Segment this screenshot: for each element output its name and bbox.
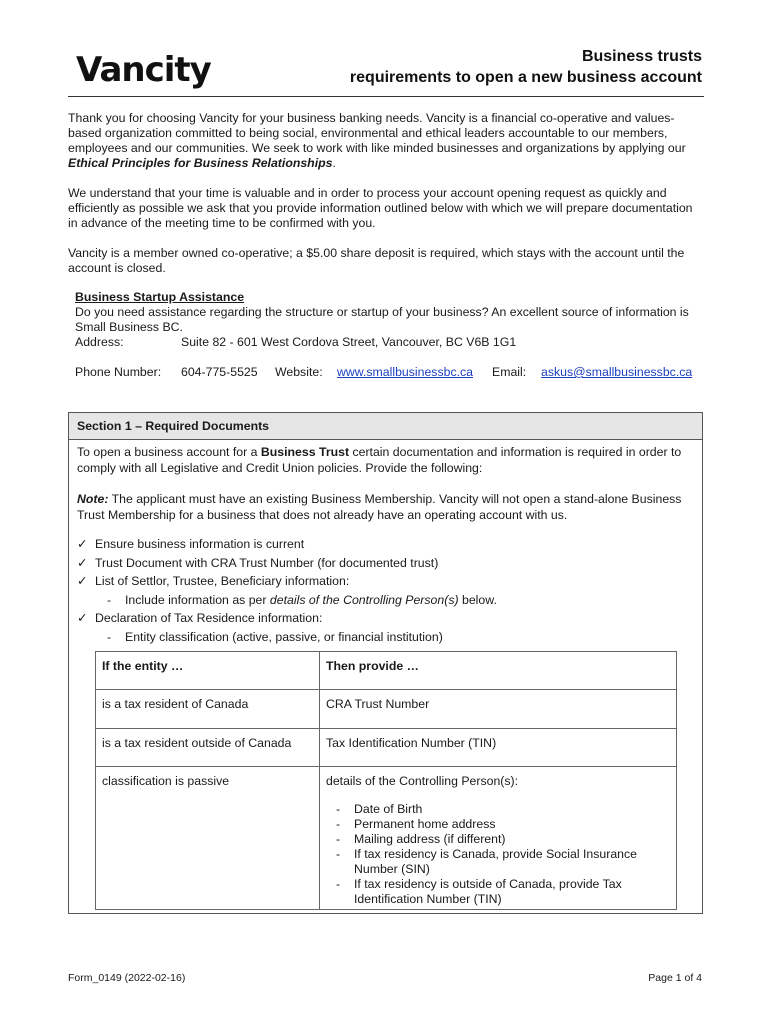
list-item: - Mailing address (if different) xyxy=(326,832,670,847)
table-row xyxy=(96,690,677,729)
website-label: Website: xyxy=(275,365,323,379)
dash-bullet: - xyxy=(107,592,112,607)
address-value: Suite 82 - 601 West Cordova Street, Vancouver, BC V6B 1G1 xyxy=(181,335,517,349)
item-label: Ensure business information is current xyxy=(95,537,305,551)
controlling-person-heading: details of the Controlling Person(s): xyxy=(326,774,519,788)
intro-p1-end: . xyxy=(332,156,336,170)
controlling-person-ref: details of the Controlling Person(s) xyxy=(269,592,459,607)
table-row xyxy=(96,729,677,767)
website-link[interactable]: www.smallbusinessbc.ca xyxy=(337,365,473,379)
intro-paragraph-2: We understand that your time is valuable and in order to process your account opening request as quickly and efficiently as possible we ask that you provide information outlined below with which we will prepare documentation in advance of the meeting time to be confirmed with you. xyxy=(68,186,693,230)
list-item: - Date of Birth xyxy=(326,802,670,817)
table-header-cell: Then provide … xyxy=(320,652,677,690)
address-label: Address: xyxy=(75,335,124,349)
section-1-heading: Section 1 – Required Documents xyxy=(69,413,702,440)
checkmark-icon: ✓ xyxy=(77,611,88,625)
note-label: Note: xyxy=(77,492,109,506)
table-cell: CRA Trust Number xyxy=(320,690,677,729)
list-item: - If tax residency is Canada, provide Social Insurance Number (SIN) xyxy=(326,847,670,877)
sub-list-item xyxy=(77,591,697,610)
sub-item-text-a: Include information as per xyxy=(125,592,270,607)
email-label: Email: xyxy=(492,365,527,379)
intro-p1-text: Thank you for choosing Vancity for your business banking needs. Vancity is a financial co-operative and values-based organization committed to being social, environmental and ethical leaders accountable to our members, employees and our communities. We seek to work with like minded businesses and organizations by applying our xyxy=(68,111,686,155)
item-label: Trust Document with CRA Trust Number (for documented trust) xyxy=(95,555,439,570)
table-header-row xyxy=(96,652,677,690)
vancity-logo: Vancity xyxy=(76,50,211,90)
list-item xyxy=(77,609,697,628)
section-1-intro-b: certain documentation and information is required in order to comply with all Legislative and Credit Union policies. Provide the following: xyxy=(77,445,682,475)
startup-heading: Business Startup Assistance xyxy=(75,290,245,304)
startup-assistance xyxy=(75,290,702,335)
page-number: Page 1 of 4 xyxy=(648,972,702,984)
section-1-intro-a: To open a business account for a xyxy=(77,445,261,459)
list-item xyxy=(77,554,697,573)
title-line-2: requirements to open a new business account xyxy=(349,69,702,86)
item-label: List of Settlor, Trustee, Beneficiary information: xyxy=(95,574,350,588)
sub-item-label: Entity classification (active, passive, or financial institution) xyxy=(125,629,443,644)
document-title xyxy=(350,46,702,88)
item-label: Declaration of Tax Residence information: xyxy=(95,611,323,625)
checkmark-icon: ✓ xyxy=(77,574,88,588)
checkmark-icon: ✓ xyxy=(77,537,88,551)
sub-list-item xyxy=(77,628,697,647)
table-header-cell: If the entity … xyxy=(96,652,320,690)
intro-paragraph-3: Vancity is a member owned co-operative; a $5.00 share deposit is required, which stays with the account until the account is closed. xyxy=(68,246,685,275)
sub-item-label xyxy=(125,591,497,610)
table-cell: Tax Identification Number (TIN) xyxy=(320,729,677,767)
list-item: - Permanent home address xyxy=(326,817,670,832)
table-cell: classification is passive xyxy=(96,767,320,910)
table-cell: is a tax resident of Canada xyxy=(96,690,320,729)
startup-text: Do you need assistance regarding the structure or startup of your business? An excellent source of information is Small Business BC. xyxy=(75,305,689,334)
required-items-list xyxy=(77,535,697,646)
list-item: - If tax residency is outside of Canada, provide Tax Identification Number (TIN) xyxy=(326,877,670,907)
checkmark-icon: ✓ xyxy=(77,555,88,570)
tax-residence-table xyxy=(95,651,677,910)
email-link[interactable]: askus@smallbusinessbc.ca xyxy=(541,365,693,379)
title-line-1: Business trusts xyxy=(581,48,702,65)
sub-item-text-b: below. xyxy=(458,592,497,607)
form-id: Form_0149 (2022-02-16) xyxy=(68,972,186,984)
phone-label: Phone Number: xyxy=(75,365,162,379)
intro-paragraph-1 xyxy=(68,111,702,171)
section-1-intro xyxy=(77,444,697,476)
controlling-person-list xyxy=(326,802,670,907)
dash-bullet: - xyxy=(107,629,112,644)
list-item xyxy=(77,572,697,591)
section-1-required-documents xyxy=(68,412,703,914)
note-text: The applicant must have an existing Business Membership. Vancity will not open a stand-alone Business Trust Membership for a business that does not already have an operating account with us. xyxy=(77,492,682,522)
table-row xyxy=(96,767,677,910)
header-divider xyxy=(68,96,704,97)
ethical-principles-title: Ethical Principles for Business Relationships xyxy=(68,156,333,170)
list-item xyxy=(77,535,697,554)
phone-value: 604-775-5525 xyxy=(181,365,258,379)
section-1-note xyxy=(77,491,697,523)
table-cell: is a tax resident outside of Canada xyxy=(96,729,320,767)
business-trust-term: Business Trust xyxy=(260,445,350,459)
table-cell xyxy=(320,767,677,910)
